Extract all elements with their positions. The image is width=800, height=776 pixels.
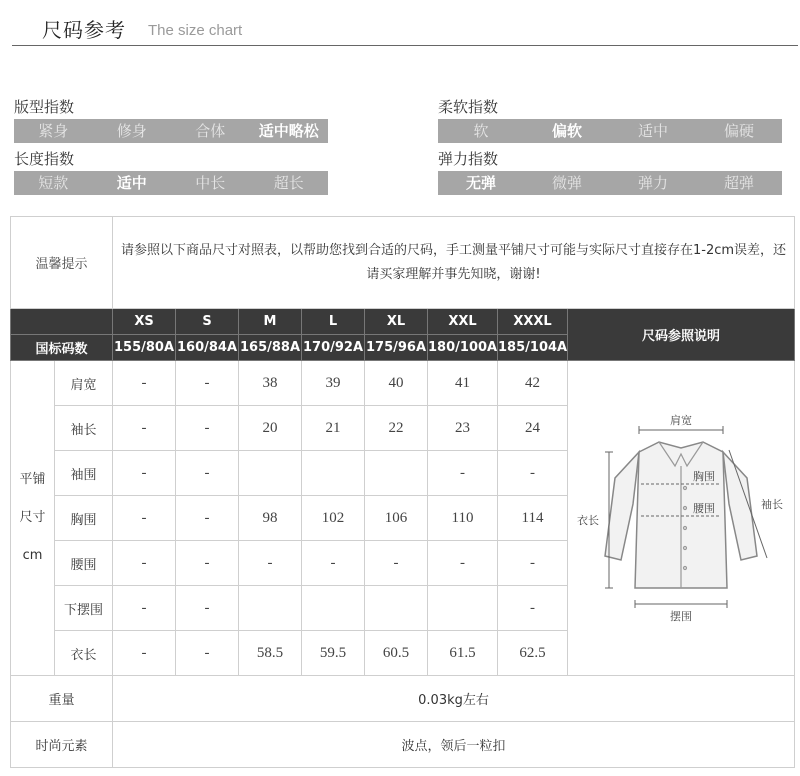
standard-value: 180/100A bbox=[428, 335, 498, 361]
cell: - bbox=[176, 406, 239, 451]
softness-index-label: 柔软指数 bbox=[438, 98, 499, 116]
side-label-line: 平铺 bbox=[19, 472, 46, 487]
length-option: 中长 bbox=[195, 174, 226, 192]
cell: - bbox=[365, 541, 428, 586]
softness-option: 偏硬 bbox=[723, 122, 754, 140]
cell: 38 bbox=[239, 361, 302, 406]
tip-text: 请参照以下商品尺寸对照表，以帮助您找到合适的尺码，手工测量平铺尺寸可能与实际尺寸直接存在1-2cm误差，还请买家理解并事先知晓，谢谢! bbox=[113, 217, 795, 309]
elasticity-option: 微弹 bbox=[551, 174, 582, 192]
cell: 114 bbox=[498, 496, 568, 541]
page-title: 尺码参考 bbox=[42, 18, 126, 42]
size-label: XL bbox=[365, 309, 428, 335]
weight-label: 重量 bbox=[11, 676, 113, 722]
diagram-length-label: 衣长 bbox=[577, 514, 600, 527]
cell bbox=[365, 586, 428, 631]
size-label: M bbox=[239, 309, 302, 335]
standard-value: 165/88A bbox=[239, 335, 302, 361]
fit-option: 修身 bbox=[116, 122, 147, 140]
cell: 22 bbox=[365, 406, 428, 451]
cell: 21 bbox=[302, 406, 365, 451]
size-label: L bbox=[302, 309, 365, 335]
cell: - bbox=[176, 631, 239, 676]
row-label: 肩宽 bbox=[55, 361, 113, 406]
cell: 42 bbox=[498, 361, 568, 406]
row-label: 下摆围 bbox=[55, 586, 113, 631]
cell: 62.5 bbox=[498, 631, 568, 676]
cell: - bbox=[113, 361, 176, 406]
cell: - bbox=[239, 541, 302, 586]
standard-value: 155/80A bbox=[113, 335, 176, 361]
softness-option-active: 偏软 bbox=[551, 122, 582, 140]
length-option: 短款 bbox=[38, 174, 69, 192]
cell: - bbox=[428, 451, 498, 496]
cell: - bbox=[176, 541, 239, 586]
elasticity-option-active: 无弹 bbox=[465, 174, 496, 192]
row-label: 袖长 bbox=[55, 406, 113, 451]
fashion-row bbox=[11, 722, 795, 768]
standard-value: 160/84A bbox=[176, 335, 239, 361]
size-table bbox=[10, 216, 795, 768]
cell: - bbox=[498, 541, 568, 586]
diagram-shoulder-label: 肩宽 bbox=[670, 414, 693, 427]
cell: 23 bbox=[428, 406, 498, 451]
cell: - bbox=[176, 586, 239, 631]
fit-option-active: 适中略松 bbox=[258, 122, 319, 140]
cell: - bbox=[113, 496, 176, 541]
fit-option: 合体 bbox=[195, 122, 226, 140]
cell: 110 bbox=[428, 496, 498, 541]
elasticity-option: 超弹 bbox=[723, 174, 754, 192]
cell: 40 bbox=[365, 361, 428, 406]
cell: - bbox=[428, 541, 498, 586]
softness-option: 软 bbox=[473, 122, 489, 140]
weight-row bbox=[11, 676, 795, 722]
cell: 20 bbox=[239, 406, 302, 451]
cell: 61.5 bbox=[428, 631, 498, 676]
row-label: 胸围 bbox=[55, 496, 113, 541]
elasticity-option: 弹力 bbox=[637, 174, 668, 192]
size-label: XS bbox=[113, 309, 176, 335]
diagram-sleeve-label: 袖长 bbox=[761, 498, 784, 511]
weight-value: 0.03kg左右 bbox=[113, 676, 795, 722]
legend-title: 尺码参照说明 bbox=[568, 309, 795, 361]
cell: 39 bbox=[302, 361, 365, 406]
length-option: 超长 bbox=[273, 174, 304, 192]
cell: 98 bbox=[239, 496, 302, 541]
side-label-line: 尺寸 bbox=[19, 510, 46, 525]
cell: 59.5 bbox=[302, 631, 365, 676]
size-chart-header bbox=[0, 0, 800, 48]
size-label: S bbox=[176, 309, 239, 335]
cell: 106 bbox=[365, 496, 428, 541]
cell: - bbox=[176, 496, 239, 541]
row-label: 袖围 bbox=[55, 451, 113, 496]
fit-index-label: 版型指数 bbox=[14, 98, 75, 116]
cell bbox=[239, 586, 302, 631]
cell bbox=[239, 451, 302, 496]
cell: - bbox=[113, 406, 176, 451]
fit-option: 紧身 bbox=[38, 122, 69, 140]
size-label: XXXL bbox=[498, 309, 568, 335]
side-label-line: cm bbox=[22, 548, 43, 563]
cell: - bbox=[302, 541, 365, 586]
fit-index-bar bbox=[14, 119, 328, 143]
table-row bbox=[11, 361, 795, 406]
cell: - bbox=[113, 541, 176, 586]
cell bbox=[302, 451, 365, 496]
cell: - bbox=[498, 586, 568, 631]
diagram-chest-label: 胸围 bbox=[693, 470, 716, 483]
cell bbox=[365, 451, 428, 496]
cell: - bbox=[113, 586, 176, 631]
flat-measure-label bbox=[11, 361, 55, 676]
row-label: 腰围 bbox=[55, 541, 113, 586]
length-index-bar bbox=[14, 171, 328, 195]
size-header-corner bbox=[11, 309, 113, 335]
length-option-active: 适中 bbox=[116, 174, 147, 192]
standard-label: 国标码数 bbox=[11, 335, 113, 361]
tip-row bbox=[11, 217, 795, 309]
cell: 24 bbox=[498, 406, 568, 451]
cell: 60.5 bbox=[365, 631, 428, 676]
page-subtitle: The size chart bbox=[148, 22, 243, 39]
size-label: XXL bbox=[428, 309, 498, 335]
standard-value: 170/92A bbox=[302, 335, 365, 361]
cell bbox=[302, 586, 365, 631]
row-label: 衣长 bbox=[55, 631, 113, 676]
diagram-hem-label: 摆围 bbox=[670, 610, 693, 623]
diagram-waist-label: 腰围 bbox=[693, 502, 716, 515]
cell: 102 bbox=[302, 496, 365, 541]
cell: 41 bbox=[428, 361, 498, 406]
cell: - bbox=[113, 631, 176, 676]
shirt-diagram-cell bbox=[568, 361, 795, 676]
standard-value: 175/96A bbox=[365, 335, 428, 361]
cell: 58.5 bbox=[239, 631, 302, 676]
elasticity-index-label: 弹力指数 bbox=[438, 150, 499, 168]
elasticity-index-bar bbox=[438, 171, 782, 195]
fashion-value: 波点，领后一粒扣 bbox=[113, 722, 795, 768]
cell: - bbox=[176, 451, 239, 496]
cell bbox=[428, 586, 498, 631]
standard-value: 185/104A bbox=[498, 335, 568, 361]
softness-index-bar bbox=[438, 119, 782, 143]
cell: - bbox=[176, 361, 239, 406]
cell: - bbox=[498, 451, 568, 496]
fashion-label: 时尚元素 bbox=[11, 722, 113, 768]
size-header-row bbox=[11, 309, 795, 335]
length-index-label: 长度指数 bbox=[14, 150, 75, 168]
tip-label: 温馨提示 bbox=[11, 217, 113, 309]
cell: - bbox=[113, 451, 176, 496]
shirt-diagram bbox=[571, 408, 791, 628]
header-divider bbox=[12, 45, 798, 46]
softness-option: 适中 bbox=[637, 122, 668, 140]
